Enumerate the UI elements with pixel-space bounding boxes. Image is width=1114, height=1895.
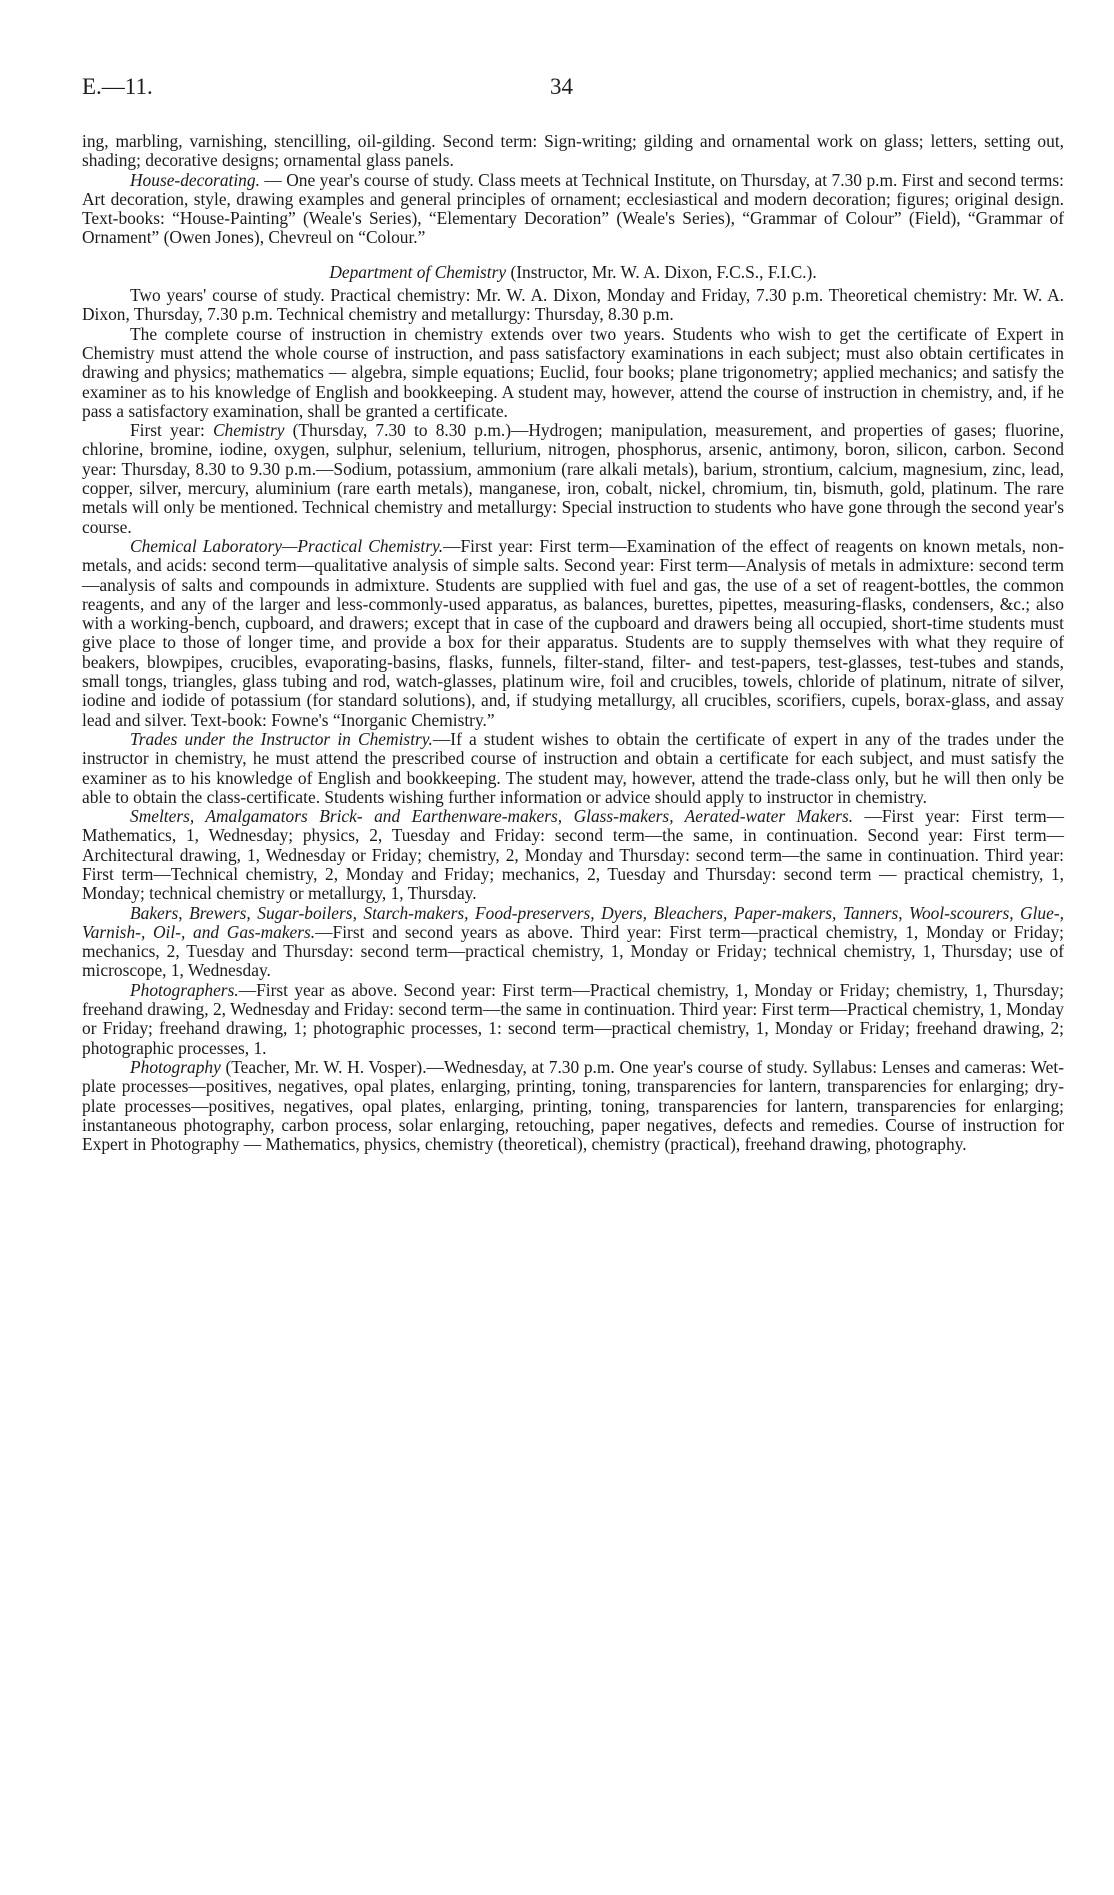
page-number: 34 (550, 74, 573, 99)
italic-text: Department of Chemistry (329, 261, 507, 282)
paragraph (82, 807, 1064, 903)
text-run: (Thursday, 7.30 to 8.30 p.m.)—Hydrogen; manipulation, measurement, and properties of gases; fluorine, chlorine, bromine, iodine, oxygen, sulphur, selenium, tellurium, nitrogen, phosphorus, arsenic, antimony, boron, silicon, carbon. Second year: Thursday, 8.30 to 9.30 p.m.—Sodium, potassium, ammonium (rare alkali metals), barium, strontium, calcium, magnesium, zinc, lead, copper, silver, mercury, aluminium (rare earth metals), manganese, iron, cobalt, nickel, chromium, tin, bismuth, gold, platinum. The rare metals will only be mentioned. Technical chemistry and metallurgy: Special instruction to students who have gone through the second year's course. (82, 420, 1064, 537)
paragraph (82, 1058, 1064, 1154)
italic-text: Chemical Laboratory—Practical Chemistry. (130, 535, 444, 556)
text-run: —First year: First term—Examination of the effect of reagents on known metals, non-metals, and acids: second term—qualitative analysis of simple salts. Second year: First term—Analysis of metals in admixture: second term—analysis of salts and compounds in admixture. Students are supplied with fuel and gas, the use of a set of reagent-bottles, the common reagents, and any of the larger and less-commonly-used apparatus, as balances, burettes, pipettes, measuring-flasks, condensers, &c.; also with a working-bench, cupboard, and drawers; except that in case of the cupboard and drawers being all occupied, short-time students must give place to those of longer time, and provide a box for their apparatus. Students are to supply themselves with what they require of beakers, blowpipes, crucibles, evaporating-basins, flasks, funnels, filter-stand, filter- and test-papers, test-glasses, test-tubes and stands, small tongs, triangles, glass tubing and rod, watch-glasses, platinum wire, foil and crucibles, towels, chloride of platinum, nitrate of silver, iodine and iodide of potassium (for standard solutions), and, if studying metallurgy, all crucibles, scorifiers, cupels, borax-glass, and assay lead and silver. Text-book: Fowne's “Inorganic Chemistry.” (82, 535, 1064, 730)
paragraph (82, 730, 1064, 807)
document-reference: E.—11. (82, 74, 153, 99)
page-header (82, 74, 1070, 114)
text-run: ing, marbling, varnishing, stencilling, oil-gilding. Second term: Sign-writing; gilding and ornamental work on glass; letters, setting out, shading; decorative designs; ornamental glass panels. (82, 131, 1064, 171)
paragraph (82, 286, 1064, 325)
italic-text: Chemistry (212, 420, 285, 441)
paragraph (82, 904, 1064, 981)
text-run: —First year as above. Second year: First term—Practical chemistry, 1, Monday or Friday; chemistry, 1, Thursday; freehand drawing, 2, Wednesday and Friday: second term—the same in continuation. Third year: First term—Practical chemistry, 1, Monday or Friday; freehand drawing, 1; photographic processes, 1: second term—practical chemistry, 1, Monday or Friday; freehand drawing, 2; photographic processes, 1. (82, 979, 1064, 1058)
paragraph (82, 132, 1064, 171)
italic-text: Smelters, Amalgamators Brick- and Earthenware-makers, Glass-makers, Aerated-water Makers. (130, 806, 854, 827)
text-run: —If a student wishes to obtain the certificate of expert in any of the trades under the instructor in chemistry, he must attend the prescribed course of instruction and obtain a certificate for each subject, and must satisfy the examiner as to his knowledge of English and bookkeeping. The student may, however, attend the trade-class only, but he will then only be able to obtain the class-certificate. Students wishing further information or advice should apply to instructor in chemistry. (82, 728, 1064, 807)
text-run: —First and second years as above. Third year: First term—practical chemistry, 1, Monday or Friday; mechanics, 2, Tuesday and Thursday: second term—practical chemistry, 1, Monday or Friday; technical chemistry, 1, Thursday; use of microscope, 1, Wednesday. (82, 921, 1064, 981)
text-run: — One year's course of study. Class meets at Technical Institute, on Thursday, at 7.30 p.m. First and second terms: Art decoration, style, drawing examples and general principles of ornament; ecclesiastical and modern decoration; figures; original design. Text-books: “House-Painting” (Weale's Series), “Elementary Decoration” (Weale's Series), “Grammar of Colour” (Field), “Grammar of Ornament” (Owen Jones), Chevreul on “Colour.” (82, 169, 1064, 248)
paragraph (82, 421, 1064, 537)
text-run: —First year: First term—Mathematics, 1, Wednesday; physics, 2, Tuesday and Friday: second term—the same, in continuation. Second year: First term—Architectural drawing, 1, Wednesday or Friday; chemistry, 2, Monday and Thursday: second term—the same in continuation. Third year: First term—Technical chemistry, 2, Monday and Friday; mechanics, 2, Tuesday and Thursday: second term — practical chemistry, 1, Monday; technical chemistry or metallurgy, 1, Thursday. (82, 806, 1064, 904)
text-run: (Teacher, Mr. W. H. Vosper).—Wednesday, at 7.30 p.m. One year's course of study. Syllabus: Lenses and cameras: Wet-plate processes—positives, negatives, opal plates, enlarging, printing, toning, transparencies for lantern, transparencies for enlarging; dry-plate processes—positives, negatives, opal plates, enlarging, printing, toning, transparencies for lantern, transparencies for enlarging; instantaneous photography, carbon process, solar enlarging, retouching, paper negatives, defects and remedies. Course of instruction for Expert in Photography — Mathematics, physics, chemistry (theoretical), chemistry (practical), freehand drawing, photography. (82, 1056, 1064, 1155)
paragraph (82, 981, 1064, 1058)
text-run: First year: (130, 420, 213, 441)
italic-text: Photography (130, 1056, 221, 1077)
italic-text: Trades under the Instructor in Chemistry. (130, 728, 433, 749)
italic-text: Bakers, Brewers, Sugar-boilers, Starch-makers, Food-preservers, Dyers, Bleachers, Paper-makers, Tanners, Wool-scourers, Glue-, Varnish-, Oil-, and Gas-makers. (82, 902, 1064, 942)
italic-text: Photographers. (130, 979, 239, 1000)
paragraph (82, 325, 1064, 421)
section-heading (82, 263, 1064, 282)
paragraph (82, 537, 1064, 730)
paragraph (82, 171, 1064, 248)
text-run: (Instructor, Mr. W. A. Dixon, F.C.S., F.I.C.). (506, 261, 817, 282)
italic-text: House-decorating. (130, 169, 260, 190)
body-text (82, 132, 1064, 1154)
text-run: Two years' course of study. Practical chemistry: Mr. W. A. Dixon, Monday and Friday, 7.30 p.m. Theoretical chemistry: Mr. W. A. Dixon, Thursday, 7.30 p.m. Technical chemistry and metallurgy: Thursday, 8.30 p.m. (82, 285, 1064, 325)
text-run: The complete course of instruction in chemistry extends over two years. Students who wish to get the certificate of Expert in Chemistry must attend the whole course of instruction, and pass satisfactory examinations in each subject; must also obtain certificates in drawing and physics; mathematics — algebra, simple equations; Euclid, four books; plane trigonometry; applied mechanics; and satisfy the examiner as to his knowledge of English and bookkeeping. A student may, however, attend the course of instruction in chemistry, and, if he pass a satisfactory examination, shall be granted a certificate. (82, 323, 1064, 421)
